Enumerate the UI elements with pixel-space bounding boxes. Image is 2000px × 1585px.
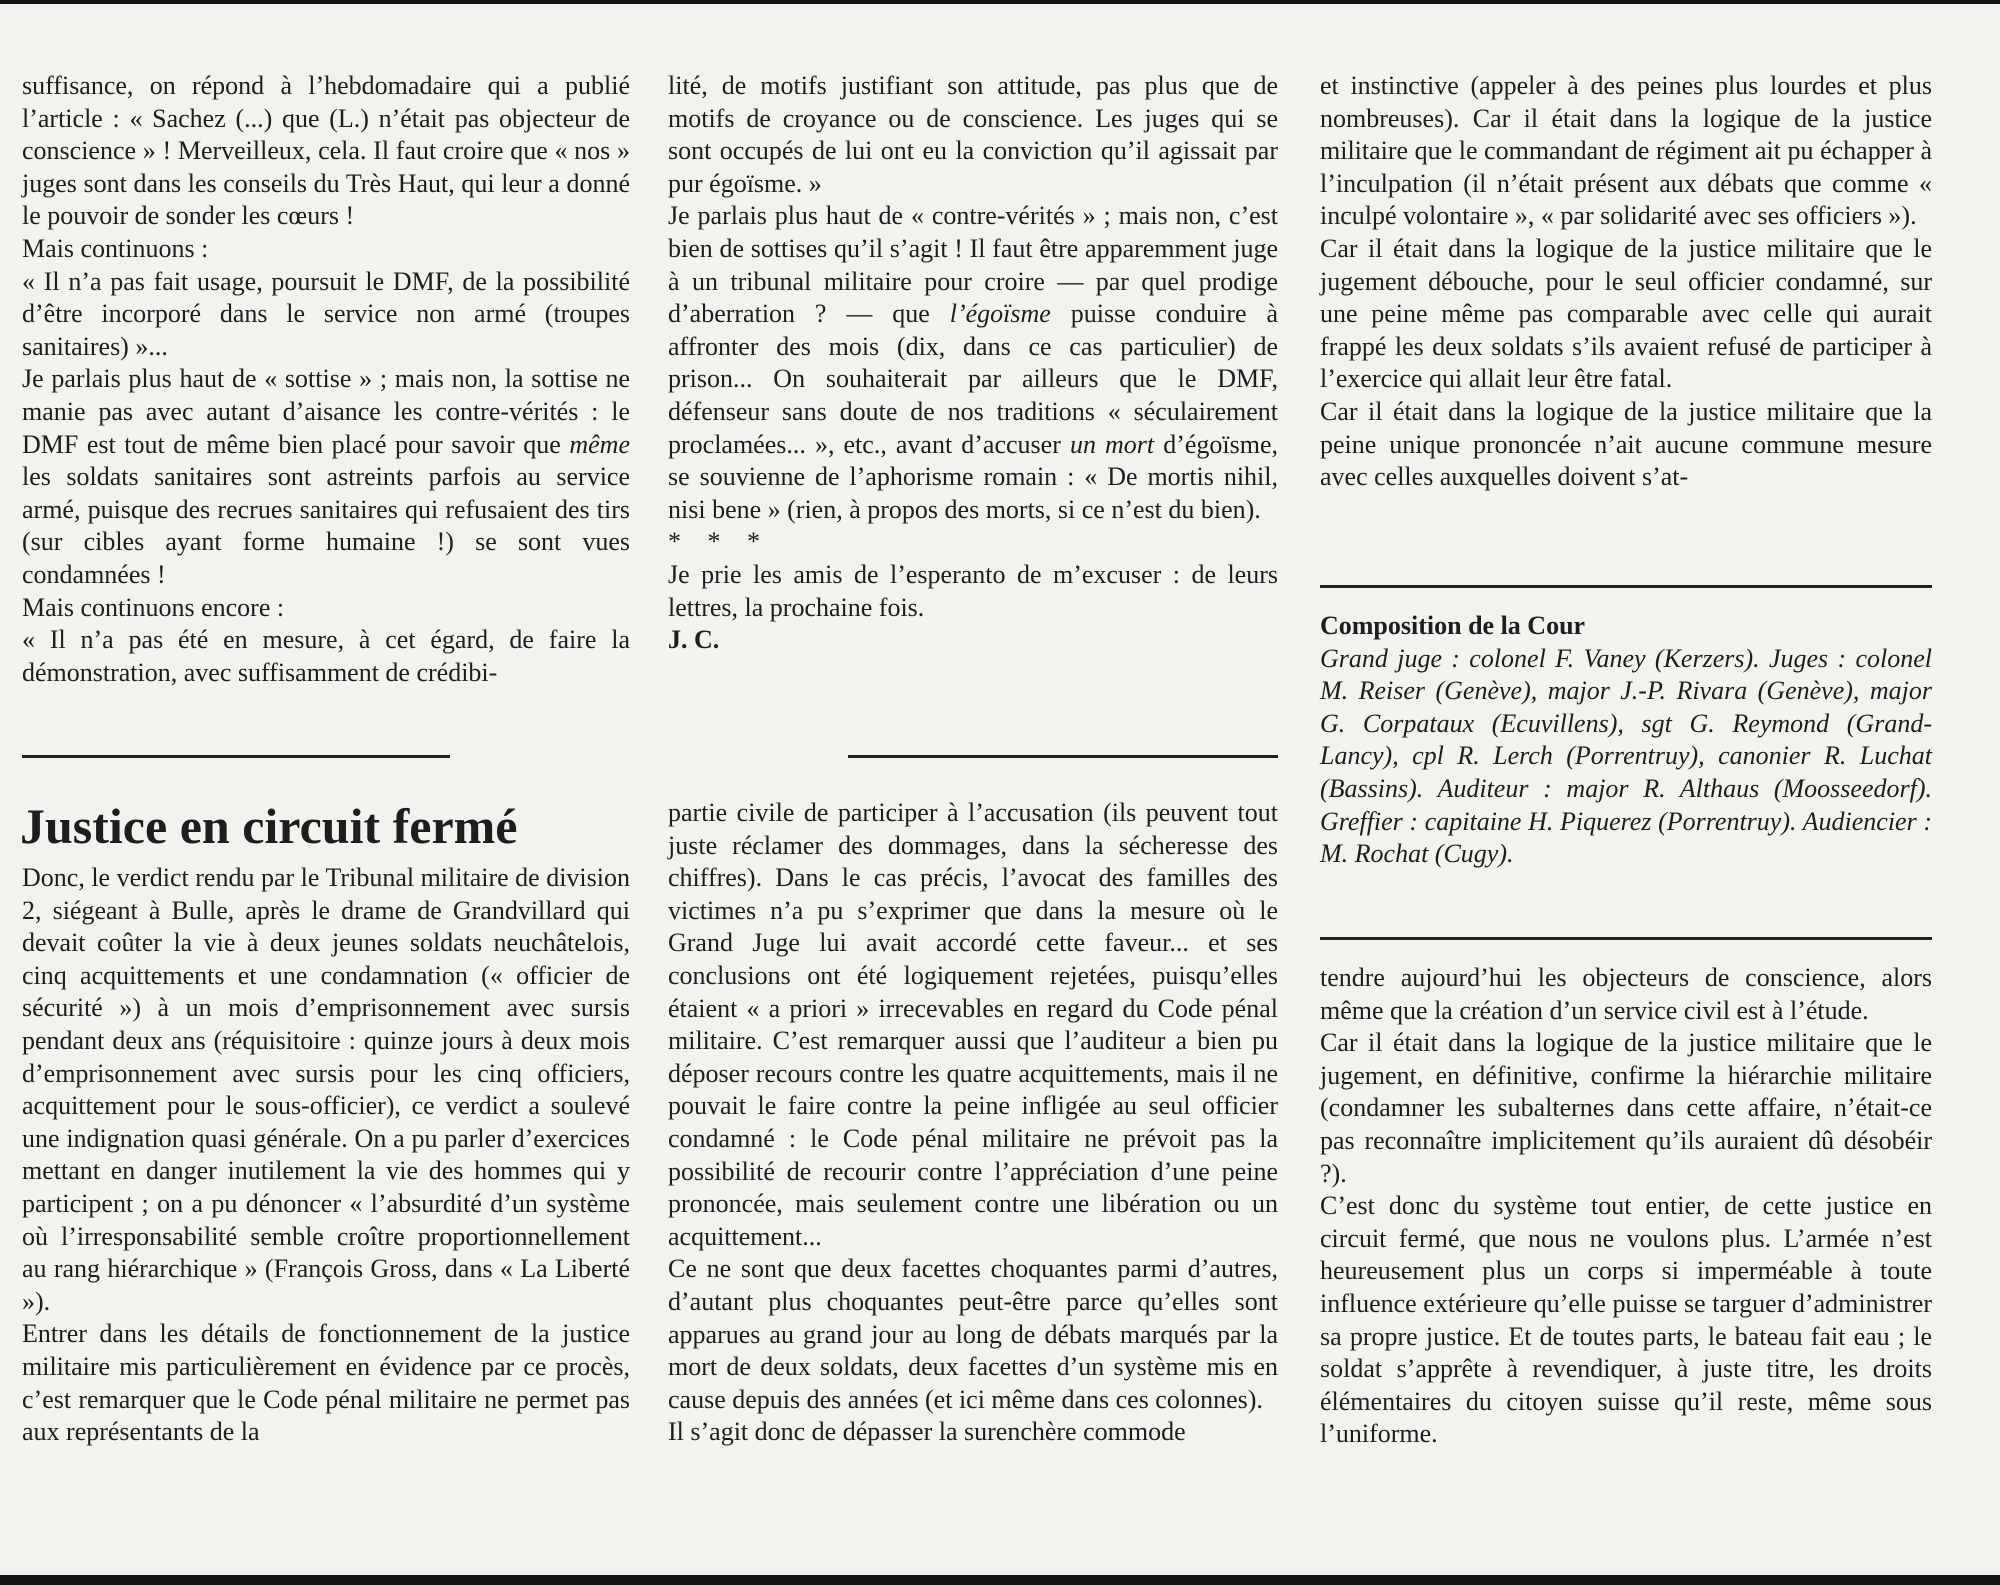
column-3-bottom <box>1320 962 1932 1451</box>
paragraph: « Il n’a pas été en mesure, à cet égard, de faire la démonstration, avec suffisamment de crédibi- <box>22 625 630 687</box>
paragraph: lité, de motifs justifiant son attitude, pas plus que de motifs de croyance ou de conscience. Les juges qui se sont occupés de lui ont eu la conviction qu’il agissait par pur égoïsme. » <box>668 71 1278 198</box>
paragraph: Entrer dans les détails de fonctionnement de la justice militaire mis particulièrement en évidence par ce procès, c’est remarquer que le Code pénal militaire ne permet pas aux représentants de la <box>22 1319 630 1447</box>
top-border-rule <box>0 0 2000 4</box>
paragraph <box>22 363 630 591</box>
box-divider-top <box>1320 585 1932 588</box>
section-divider <box>848 755 1278 758</box>
paragraph <box>668 200 1278 526</box>
text-run: Je parlais plus haut de « contre-vérités » ; mais non, c’est bien de sottises qu’il s’agit ! Il faut être apparemment juge à un tribunal militaire pour croire — par quel prodige d’aberration ? — que <box>668 201 1278 329</box>
text-run: d’égoïsme, se souvienne de l’aphorisme romain : « De mortis nihil, nisi bene » (rien, à propos des morts, si ce n’est du bien). <box>668 429 1279 524</box>
article-headline: Justice en circuit fermé <box>20 798 518 854</box>
paragraph: C’est donc du système tout entier, de cette justice en circuit fermé, que nous ne voulons plus. L’armée n’est heureusement plus un corps si imperméable à toute influence extérieure qu’elle puisse se targuer d’administrer sa propre justice. Et de toutes parts, le bateau fait eau ; le soldat s’apprête à revendiquer, à juste titre, les droits élémentaires du citoyen suisse qu’il reste, même sous l’uniforme. <box>1320 1191 1932 1449</box>
emphasis-text: un mort <box>1069 429 1155 459</box>
paragraph: Car il était dans la logique de la justice militaire que le jugement, en définitive, confirme la hiérarchie militaire (condamner les subalternes dans cette affaire, n’était-ce pas reconnaître implicitement qu’ils auraient dû désobéir ?). <box>1320 1028 1932 1188</box>
paragraph: Mais continuons : <box>22 233 209 263</box>
composition-body: Grand juge : colonel F. Vaney (Kerzers). Juges : colonel M. Reiser (Genève), major J.-P. Rivara (Genève), major G. Corpataux (Ecuvillens), sgt G. Reymond (Grand-Lancy), cpl R. Lerch (Porrentruy), canonier R. Luchat (Bassins). Auditeur : major R. Althaus (Moosseedorf). Greffier : capitaine H. Piquerez (Porrentruy). Audiencier : M. Rochat (Cugy). <box>1320 643 1932 869</box>
column-2-bottom <box>668 797 1278 1449</box>
column-2-top <box>668 70 1278 657</box>
paragraph: suffisance, on répond à l’hebdomadaire qui a publié l’article : « Sachez (...) que (L.) n’était pas objecteur de conscience » ! Merveilleux, cela. Il faut croire que « nos » juges sont dans les conseils du Très Haut, qui leur a donné le pouvoir de sonder les cœurs ! <box>22 71 630 231</box>
paragraph: Car il était dans la logique de la justice militaire que le jugement débouche, pour le seul officier condamné, sur une peine même pas comparable avec celle qui aurait frappé les deux soldats s’ils avaient refusé de participer à l’exercice qui allait leur être fatal. <box>1320 233 1932 394</box>
text-run: Je parlais plus haut de « sottise » ; mais non, la sottise ne manie pas avec autant d’aisance les contre-vérités : le DMF est tout de même bien placé pour savoir que <box>22 364 630 459</box>
paragraph: et instinctive (appeler à des peines plus lourdes et plus nombreuses). Car il était dans la logique de la justice militaire que le commandant de régiment ait pu échapper à l’inculpation (il n’était présent aux débats que comme « inculpé volontaire », « par solidarité avec ses officiers »). <box>1320 71 1932 231</box>
text-run: puisse conduire à affronter des mois (dix, dans ce cas particulier) de prison... On souhaiterait par ailleurs que le DMF, défenseur sans doute de nos traditions « séculairement proclamées... », etc., avant d’accuser <box>668 299 1279 459</box>
paragraph: Donc, le verdict rendu par le Tribunal militaire de division 2, siégeant à Bulle, après le drame de Grandvillard qui devait coûter la vie à deux jeunes soldats neuchâtelois, cinq acquittements et une condamnation (« officier de sécurité ») à un mois d’emprisonnement avec sursis pendant deux ans (réquisitoire : quinze jours à deux mois d’emprisonnement avec sursis pour les cinq officiers, acquittement pour le sous-officier), ce verdict a soulevé une indignation quasi générale. On a pu parler d’exercices mettant en danger inutilement la vie des hommes qui y participent ; on a pu dénoncer « l’absurdité d’un système où l’irresponsabilité semble croître proportionnellement au rang hiérarchique » (François Gross, dans « La Liberté »). <box>22 863 630 1316</box>
paragraph: « Il n’a pas fait usage, poursuit le DMF, de la possibilité d’être incorporé dans le service non armé (troupes sanitaires) »... <box>22 266 630 361</box>
emphasis-text: même <box>569 429 630 459</box>
column-1-top <box>22 70 630 689</box>
section-break-asterisks: * * * <box>668 527 770 557</box>
composition-heading: Composition de la Cour <box>1320 611 1586 640</box>
emphasis-text: l’égoïsme <box>949 299 1051 329</box>
column-3-top <box>1320 70 1932 494</box>
author-signature: J. C. <box>668 625 720 655</box>
paragraph: Mais continuons encore : <box>22 592 285 622</box>
bottom-border-rule <box>0 1575 2000 1585</box>
paragraph: Ce ne sont que deux facettes choquantes parmi d’autres, d’autant plus choquantes peut-être parce qu’elles sont apparues au grand jour au long de débats marqués par la mort de deux soldats, deux facettes d’un système mis en cause depuis des années (et ici même dans ces colonnes). <box>668 1254 1278 1414</box>
paragraph: Car il était dans la logique de la justice militaire que la peine unique prononcée n’ait aucune commune mesure avec celles auxquelles doivent s’at- <box>1320 396 1932 492</box>
text-run: les soldats sanitaires sont astreints parfois au service armé, puisque des recrues sanitaires qui refusaient des tirs (sur cibles ayant forme humaine !) se sont vues condamnées ! <box>22 462 630 589</box>
paragraph: Je prie les amis de l’esperanto de m’excuser : de leurs lettres, la prochaine fois. <box>668 559 1278 622</box>
section-divider <box>22 755 450 758</box>
paragraph: tendre aujourd’hui les objecteurs de conscience, alors même que la création d’un service civil est à l’étude. <box>1320 963 1932 1025</box>
paragraph: Il s’agit donc de dépasser la surenchère commode <box>668 1417 1186 1447</box>
paragraph: partie civile de participer à l’accusation (ils peuvent tout juste réclamer des dommages, dans la sécheresse des chiffres). Dans le cas précis, l’avocat des familles des victimes n’a pu s’exprimer que dans la mesure où le Grand Juge lui avait accordé cette faveur... et ses conclusions ont été logiquement rejetées, puisqu’elles étaient « a priori » irrecevables en regard du Code pénal militaire. C’est remarquer aussi que l’auditeur a bien pu déposer recours contre les quatre acquittements, mais il ne pouvait le faire contre la peine infligée au seul officier condamné : le Code pénal militaire ne prévoit pas la possibilité de recourir contre l’appréciation d’une peine prononcée, mais seulement contre une libération ou un acquittement... <box>668 798 1278 1251</box>
box-divider-bottom <box>1320 937 1932 940</box>
composition-box <box>1320 610 1932 871</box>
column-1-bottom <box>22 862 630 1449</box>
